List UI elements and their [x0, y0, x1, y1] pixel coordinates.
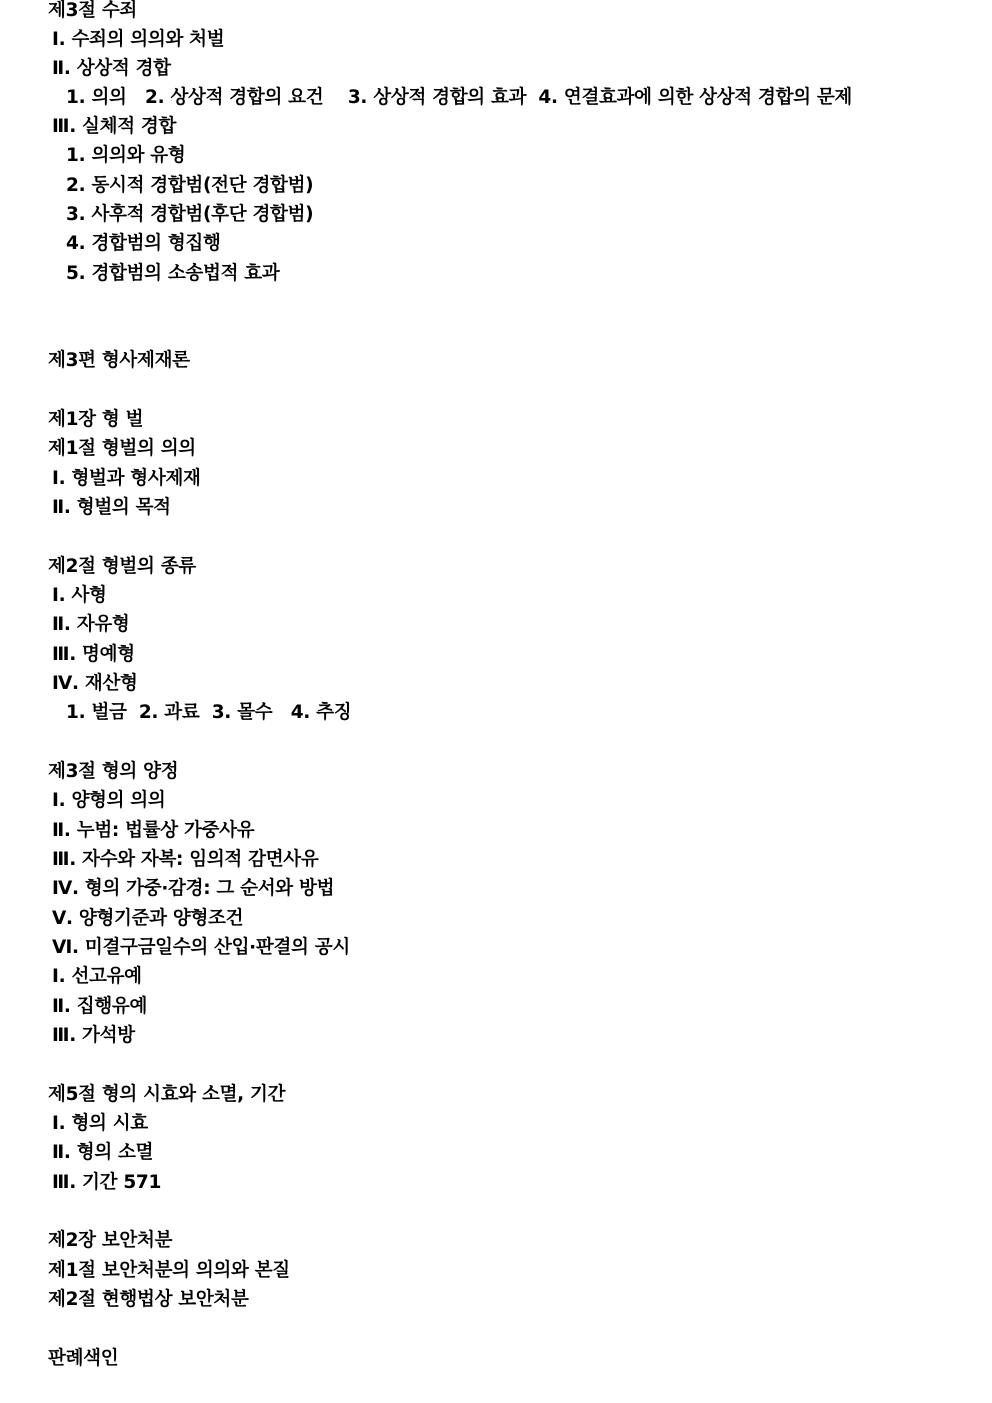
toc-item: Ⅲ. 기간 571: [52, 1172, 162, 1193]
toc-item: Ⅰ. 사형: [52, 585, 107, 606]
section-heading: 제1절 보안처분의 의의와 본질: [48, 1260, 290, 1281]
toc-item: Ⅰ. 선고유예: [52, 966, 142, 987]
toc-item: Ⅱ. 형의 소멸: [52, 1142, 154, 1163]
section-heading: 제3절 형의 양정: [48, 761, 179, 782]
toc-item: Ⅱ. 집행유예: [52, 996, 148, 1017]
toc-subitem: 1. 의의와 유형: [66, 145, 186, 166]
toc-item: Ⅱ. 형벌의 목적: [52, 497, 171, 518]
toc-item: Ⅰ. 형의 시효: [52, 1113, 148, 1134]
toc-subitem: 3. 사후적 경합범(후단 경합범): [66, 204, 314, 225]
section-heading: 제2절 형벌의 종류: [48, 556, 196, 577]
toc-item: Ⅲ. 가석방: [52, 1025, 135, 1046]
toc-subitems: 1. 벌금 2. 과료 3. 몰수 4. 추징: [66, 702, 352, 723]
section-heading: 제2절 현행법상 보안처분: [48, 1289, 249, 1310]
toc-subitems: 1. 의의 2. 상상적 경합의 요건 3. 상상적 경합의 효과 4. 연결효과에 의한 상상적 경합의 문제: [66, 87, 853, 108]
toc-item: Ⅴ. 양형기준과 양형조건: [52, 908, 244, 929]
chapter-heading: 제2장 보안처분: [48, 1230, 173, 1251]
section-heading: 제1절 형벌의 의의: [48, 438, 196, 459]
toc-item: Ⅰ. 양형의 의의: [52, 790, 166, 811]
toc-item: Ⅱ. 상상적 경합: [52, 58, 171, 79]
toc-item: Ⅳ. 형의 가중·감경: 그 순서와 방법: [52, 878, 335, 899]
toc-item: Ⅲ. 실체적 경합: [52, 116, 177, 137]
index-heading: 판례색인: [48, 1348, 119, 1369]
toc-subitem: 4. 경합범의 형집행: [66, 233, 221, 254]
section-heading: 제3절 수죄: [48, 0, 137, 21]
toc-item: Ⅲ. 명예형: [52, 644, 135, 665]
toc-item: Ⅱ. 자유형: [52, 614, 130, 635]
toc-subitem: 2. 동시적 경합범(전단 경합범): [66, 175, 314, 196]
toc-item: Ⅰ. 수죄의 의의와 처벌: [52, 29, 225, 50]
toc-item: Ⅰ. 형벌과 형사제재: [52, 468, 201, 489]
part-heading: 제3편 형사제재론: [48, 350, 190, 371]
toc-item: Ⅳ. 재산형: [52, 673, 138, 694]
chapter-heading: 제1장 형 벌: [48, 409, 144, 430]
toc-item: Ⅱ. 누범: 법률상 가중사유: [52, 820, 255, 841]
toc-subitem: 5. 경합범의 소송법적 효과: [66, 263, 280, 284]
toc-item: Ⅲ. 자수와 자복: 임의적 감면사유: [52, 849, 319, 870]
toc-item: Ⅵ. 미결구금일수의 산입·판결의 공시: [52, 937, 350, 958]
section-heading: 제5절 형의 시효와 소멸, 기간: [48, 1084, 286, 1105]
